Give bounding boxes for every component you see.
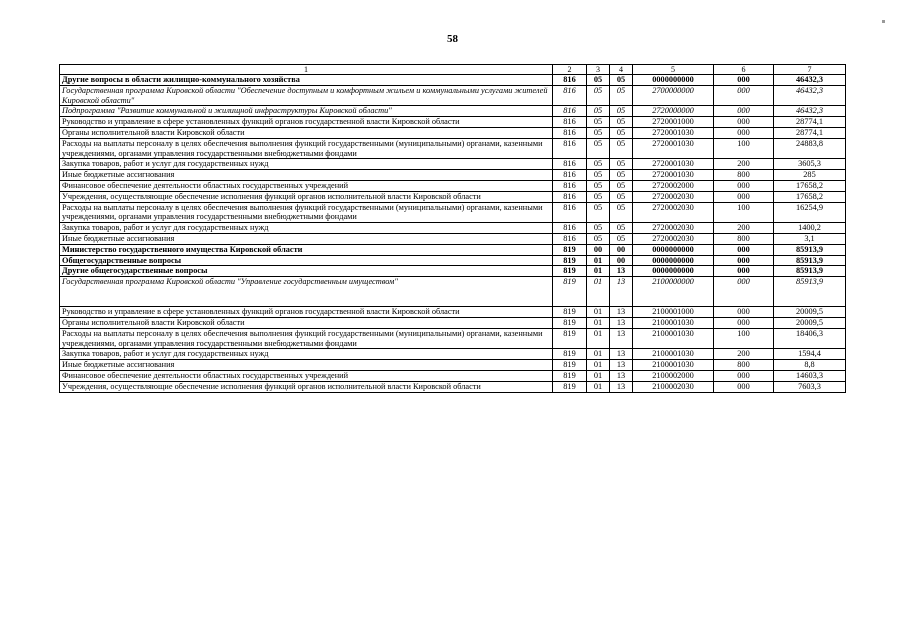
row-name-cell: Расходы на выплаты персоналу в целях обеспечения выполнения функций государственными (муниципальными) органами, казенными учреждениями, органами управления государственными внебюджетными фондами [60, 202, 553, 223]
row-amount-cell: 3,1 [774, 233, 846, 244]
row-section-cell: 05 [587, 106, 610, 117]
row-expense-type-cell: 000 [714, 244, 774, 255]
page-number: 58 [447, 33, 458, 45]
row-code-cell: 816 [553, 85, 587, 106]
row-section-cell: 01 [587, 381, 610, 392]
table-row [60, 202, 846, 223]
row-section-cell: 01 [587, 277, 610, 307]
row-amount-cell: 46432,3 [774, 85, 846, 106]
row-subsection-cell: 13 [610, 266, 633, 277]
table-row [60, 266, 846, 277]
row-name-cell: Иные бюджетные ассигнования [60, 233, 553, 244]
row-code-cell: 819 [553, 244, 587, 255]
row-expense-type-cell: 100 [714, 138, 774, 159]
row-target-article-cell: 2720002030 [633, 202, 714, 223]
row-subsection-cell: 05 [610, 85, 633, 106]
row-code-cell: 819 [553, 349, 587, 360]
row-amount-cell: 14603,3 [774, 370, 846, 381]
row-section-cell: 05 [587, 138, 610, 159]
row-amount-cell: 1594,4 [774, 349, 846, 360]
row-amount-cell: 85913,9 [774, 266, 846, 277]
row-name-cell: Финансовое обеспечение деятельности областных государственных учреждений [60, 180, 553, 191]
row-code-cell: 816 [553, 159, 587, 170]
row-expense-type-cell: 200 [714, 223, 774, 234]
table-row [60, 244, 846, 255]
row-target-article-cell: 2720002030 [633, 233, 714, 244]
row-target-article-cell: 2720001030 [633, 127, 714, 138]
table-row [60, 255, 846, 266]
table-row [60, 360, 846, 371]
row-name-cell: Расходы на выплаты персоналу в целях обеспечения выполнения функций государственными (муниципальными) органами, казенными учреждениями, органами управления государственными внебюджетными фондами [60, 138, 553, 159]
row-expense-type-cell: 200 [714, 349, 774, 360]
table-row [60, 180, 846, 191]
row-amount-cell: 85913,9 [774, 244, 846, 255]
row-code-cell: 819 [553, 266, 587, 277]
row-name-cell: Учреждения, осуществляющие обеспечение исполнения функций органов исполнительной власти Кировской области [60, 191, 553, 202]
row-code-cell: 816 [553, 170, 587, 181]
row-name-cell: Органы исполнительной власти Кировской области [60, 127, 553, 138]
row-target-article-cell: 2720002000 [633, 180, 714, 191]
row-target-article-cell: 2100002030 [633, 381, 714, 392]
row-section-cell: 01 [587, 266, 610, 277]
row-subsection-cell: 05 [610, 159, 633, 170]
row-name-cell: Министерство государственного имущества Кировской области [60, 244, 553, 255]
row-name-cell: Подпрограмма "Развитие коммунальной и жилищной инфраструктуры Кировской области" [60, 106, 553, 117]
row-target-article-cell: 2720001000 [633, 117, 714, 128]
row-code-cell: 819 [553, 328, 587, 349]
row-amount-cell: 20009,5 [774, 317, 846, 328]
row-amount-cell: 24883,8 [774, 138, 846, 159]
row-code-cell: 816 [553, 180, 587, 191]
row-amount-cell: 20009,5 [774, 307, 846, 318]
table-row [60, 349, 846, 360]
row-target-article-cell: 2720002030 [633, 191, 714, 202]
header-cell: 2 [553, 65, 587, 75]
row-section-cell: 05 [587, 85, 610, 106]
row-name-cell: Закупка товаров, работ и услуг для государственных нужд [60, 159, 553, 170]
row-target-article-cell: 2720001030 [633, 138, 714, 159]
row-section-cell: 05 [587, 233, 610, 244]
row-name-cell: Руководство и управление в сфере установленных функций органов государственной власти Кировской области [60, 307, 553, 318]
row-code-cell: 819 [553, 360, 587, 371]
row-expense-type-cell: 000 [714, 307, 774, 318]
table-row [60, 117, 846, 128]
row-subsection-cell: 13 [610, 349, 633, 360]
row-name-cell: Иные бюджетные ассигнования [60, 360, 553, 371]
row-name-cell: Закупка товаров, работ и услуг для государственных нужд [60, 223, 553, 234]
table-row [60, 277, 846, 307]
row-target-article-cell: 2720002030 [633, 223, 714, 234]
row-subsection-cell: 05 [610, 191, 633, 202]
row-amount-cell: 8,8 [774, 360, 846, 371]
row-subsection-cell: 05 [610, 202, 633, 223]
row-section-cell: 01 [587, 370, 610, 381]
row-section-cell: 01 [587, 307, 610, 318]
header-cell: 5 [633, 65, 714, 75]
row-subsection-cell: 13 [610, 317, 633, 328]
row-section-cell: 01 [587, 349, 610, 360]
row-amount-cell: 28774,1 [774, 127, 846, 138]
row-expense-type-cell: 800 [714, 233, 774, 244]
row-name-cell: Другие общегосударственные вопросы [60, 266, 553, 277]
row-section-cell: 05 [587, 180, 610, 191]
row-amount-cell: 7603,3 [774, 381, 846, 392]
row-name-cell: Органы исполнительной власти Кировской области [60, 317, 553, 328]
row-target-article-cell: 2100001030 [633, 317, 714, 328]
row-expense-type-cell: 000 [714, 277, 774, 307]
row-code-cell: 819 [553, 381, 587, 392]
row-subsection-cell: 05 [610, 233, 633, 244]
table-row [60, 85, 846, 106]
row-expense-type-cell: 000 [714, 317, 774, 328]
row-section-cell: 05 [587, 202, 610, 223]
scan-speck [882, 20, 885, 23]
row-section-cell: 01 [587, 328, 610, 349]
table-row [60, 159, 846, 170]
row-code-cell: 816 [553, 75, 587, 86]
row-expense-type-cell: 000 [714, 370, 774, 381]
row-target-article-cell: 2100000000 [633, 277, 714, 307]
row-name-cell: Другие вопросы в области жилищно-коммунального хозяйства [60, 75, 553, 86]
header-cell: 1 [60, 65, 553, 75]
row-subsection-cell: 13 [610, 370, 633, 381]
row-subsection-cell: 13 [610, 328, 633, 349]
table-row [60, 191, 846, 202]
row-code-cell: 816 [553, 191, 587, 202]
row-section-cell: 01 [587, 317, 610, 328]
row-name-cell: Государственная программа Кировской области "Управление государственным имуществом" [60, 277, 553, 307]
row-amount-cell: 16254,9 [774, 202, 846, 223]
row-section-cell: 01 [587, 255, 610, 266]
row-name-cell: Расходы на выплаты персоналу в целях обеспечения выполнения функций государственными (муниципальными) органами, казенными учреждениями, органами управления государственными внебюджетными фондами [60, 328, 553, 349]
row-expense-type-cell: 000 [714, 85, 774, 106]
row-amount-cell: 85913,9 [774, 277, 846, 307]
row-code-cell: 819 [553, 307, 587, 318]
row-section-cell: 05 [587, 117, 610, 128]
table-row [60, 317, 846, 328]
row-subsection-cell: 05 [610, 170, 633, 181]
table-row [60, 381, 846, 392]
row-name-cell: Учреждения, осуществляющие обеспечение исполнения функций органов исполнительной власти Кировской области [60, 381, 553, 392]
row-subsection-cell: 13 [610, 381, 633, 392]
row-subsection-cell: 05 [610, 75, 633, 86]
row-subsection-cell: 00 [610, 244, 633, 255]
row-code-cell: 819 [553, 317, 587, 328]
row-amount-cell: 3605,3 [774, 159, 846, 170]
row-subsection-cell: 05 [610, 180, 633, 191]
row-section-cell: 05 [587, 191, 610, 202]
row-expense-type-cell: 100 [714, 328, 774, 349]
budget-table [59, 64, 846, 393]
row-subsection-cell: 05 [610, 223, 633, 234]
row-name-cell: Закупка товаров, работ и услуг для государственных нужд [60, 349, 553, 360]
row-section-cell: 05 [587, 75, 610, 86]
row-subsection-cell: 13 [610, 307, 633, 318]
row-code-cell: 819 [553, 277, 587, 307]
header-cell: 4 [610, 65, 633, 75]
row-amount-cell: 1400,2 [774, 223, 846, 234]
header-cell: 7 [774, 65, 846, 75]
row-name-cell: Руководство и управление в сфере установленных функций органов государственной власти Кировской области [60, 117, 553, 128]
row-target-article-cell: 0000000000 [633, 244, 714, 255]
row-section-cell: 00 [587, 244, 610, 255]
table-row [60, 106, 846, 117]
row-target-article-cell: 2720000000 [633, 106, 714, 117]
row-target-article-cell: 0000000000 [633, 75, 714, 86]
row-section-cell: 01 [587, 360, 610, 371]
row-name-cell: Государственная программа Кировской области "Обеспечение доступным и комфортным жильем и коммунальными услугами жителей Кировской области" [60, 85, 553, 106]
row-expense-type-cell: 000 [714, 191, 774, 202]
row-target-article-cell: 2100001000 [633, 307, 714, 318]
row-expense-type-cell: 000 [714, 106, 774, 117]
row-expense-type-cell: 000 [714, 127, 774, 138]
row-expense-type-cell: 000 [714, 75, 774, 86]
row-target-article-cell: 2720001030 [633, 170, 714, 181]
row-subsection-cell: 05 [610, 127, 633, 138]
row-expense-type-cell: 800 [714, 170, 774, 181]
budget-table-body [60, 65, 846, 393]
row-code-cell: 816 [553, 202, 587, 223]
table-row [60, 223, 846, 234]
row-code-cell: 816 [553, 233, 587, 244]
row-subsection-cell: 13 [610, 360, 633, 371]
table-row [60, 307, 846, 318]
row-code-cell: 819 [553, 255, 587, 266]
table-row [60, 233, 846, 244]
row-section-cell: 05 [587, 223, 610, 234]
table-row [60, 170, 846, 181]
row-amount-cell: 28774,1 [774, 117, 846, 128]
row-expense-type-cell: 000 [714, 180, 774, 191]
table-row [60, 370, 846, 381]
table-row [60, 138, 846, 159]
row-name-cell: Иные бюджетные ассигнования [60, 170, 553, 181]
row-subsection-cell: 05 [610, 106, 633, 117]
row-section-cell: 05 [587, 170, 610, 181]
row-code-cell: 819 [553, 370, 587, 381]
row-expense-type-cell: 000 [714, 381, 774, 392]
row-name-cell: Финансовое обеспечение деятельности областных государственных учреждений [60, 370, 553, 381]
table-header-row [60, 65, 846, 75]
row-expense-type-cell: 800 [714, 360, 774, 371]
row-target-article-cell: 0000000000 [633, 266, 714, 277]
row-subsection-cell: 05 [610, 117, 633, 128]
row-amount-cell: 285 [774, 170, 846, 181]
row-target-article-cell: 2100001030 [633, 360, 714, 371]
row-subsection-cell: 05 [610, 138, 633, 159]
row-target-article-cell: 2100001030 [633, 349, 714, 360]
header-cell: 6 [714, 65, 774, 75]
row-subsection-cell: 13 [610, 277, 633, 307]
row-expense-type-cell: 200 [714, 159, 774, 170]
row-expense-type-cell: 000 [714, 266, 774, 277]
row-section-cell: 05 [587, 159, 610, 170]
row-amount-cell: 46432,3 [774, 75, 846, 86]
row-target-article-cell: 2700000000 [633, 85, 714, 106]
row-amount-cell: 18406,3 [774, 328, 846, 349]
row-target-article-cell: 2720001030 [633, 159, 714, 170]
row-amount-cell: 46432,3 [774, 106, 846, 117]
table-row [60, 328, 846, 349]
row-subsection-cell: 00 [610, 255, 633, 266]
row-code-cell: 816 [553, 138, 587, 159]
row-code-cell: 816 [553, 223, 587, 234]
table-row [60, 127, 846, 138]
row-expense-type-cell: 100 [714, 202, 774, 223]
table-row [60, 75, 846, 86]
row-name-cell: Общегосударственные вопросы [60, 255, 553, 266]
row-code-cell: 816 [553, 117, 587, 128]
row-code-cell: 816 [553, 106, 587, 117]
row-amount-cell: 85913,9 [774, 255, 846, 266]
row-expense-type-cell: 000 [714, 117, 774, 128]
header-cell: 3 [587, 65, 610, 75]
row-target-article-cell: 0000000000 [633, 255, 714, 266]
row-amount-cell: 17658,2 [774, 191, 846, 202]
row-expense-type-cell: 000 [714, 255, 774, 266]
row-target-article-cell: 2100001030 [633, 328, 714, 349]
row-amount-cell: 17658,2 [774, 180, 846, 191]
row-code-cell: 816 [553, 127, 587, 138]
row-section-cell: 05 [587, 127, 610, 138]
row-target-article-cell: 2100002000 [633, 370, 714, 381]
